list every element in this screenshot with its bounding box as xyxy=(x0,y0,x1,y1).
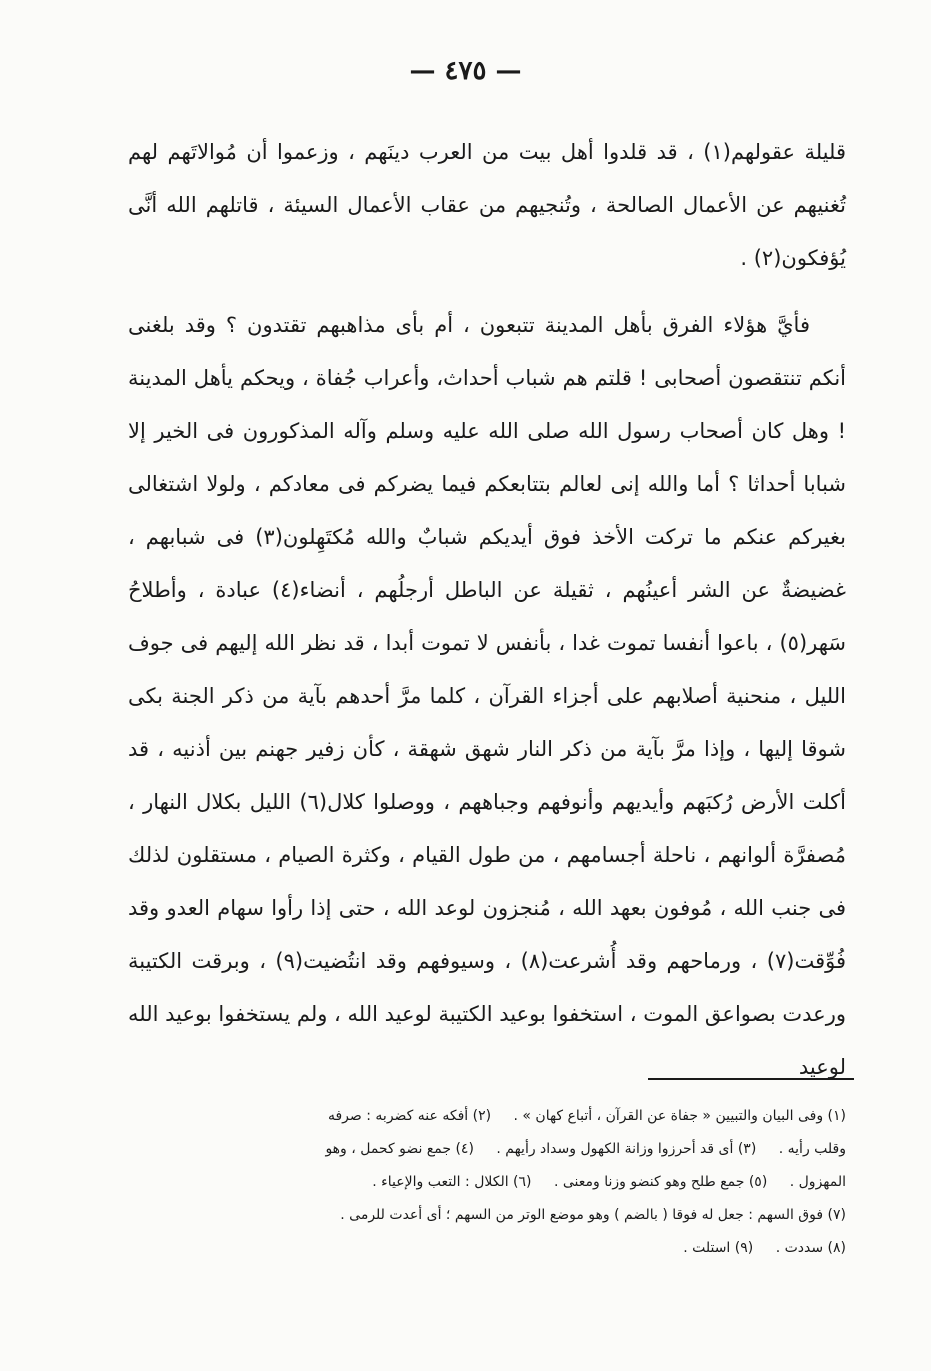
footnote: المهزول . xyxy=(789,1174,846,1190)
footnote: (٤) جمع نضو كحمل ، وهو xyxy=(325,1141,474,1157)
footnote: (٢) أفكه عنه كضربه : صرفه xyxy=(327,1108,492,1124)
footnote-line xyxy=(128,1232,846,1265)
footnote: (١) وفى البيان والتبيين « جفاة عن القرآن ، أتباع كهان » . xyxy=(513,1108,846,1124)
paragraph-text: فأيَّ هؤلاء الفرق بأهل المدينة تتبعون ، أم بأى مذاهبهم تقتدون ؟ وقد بلغنى أنكم تنتقصون أصحابى ! قلتم هم شباب أحداث، وأعراب جُفاة ، ويحكم يأهل المدينة ! وهل كان أصحاب رسول الله صلى الله عليه وسلم وآله المذكورون فى الخير إلا شبابا أحداثا ؟ أما والله إنى لعالم بتتابعكم فيما يضركم فى معادكم ، ولولا اشتغالى بغيركم عنكم ما تركت الأخذ فوق أيديكم شبابٌ والله مُكتَهِلون(٣) فى شبابهم ، غضيضةٌ عن الشر أعينُهم ، ثقيلة عن الباطل أرجلُهم ، أنضاء(٤) عبادة ، وأطلاحُ سَهر(٥) ، باعوا أنفسا تموت غدا ، بأنفس لا تموت أبدا ، قد نظر الله إليهم فى جوف الليل ، منحنية أصلابهم على أجزاء القرآن ، كلما مرَّ أحدهم بآية من ذكر الجنة بكى شوقا إليها ، وإذا مرَّ بآية من ذكر النار شهق شهقة ، كأن زفير جهنم بين أذنيه ، قد أكلت الأرض رُكبَهم وأيديهم وأنوفهم وجباههم ، ووصلوا كلال(٦) الليل بكلال النهار ، مُصفرَّة ألوانهم ، ناحلة أجسامهم ، من طول القيام ، وكثرة الصيام ، مستقلون لذلك فى جنب الله ، مُوفون بعهد الله ، مُنجزون لوعد الله ، حتى إذا رأوا سهام العدو وقد فُوِّقت(٧) ، ورماحهم وقد أُشرعت(٨) ، وسيوفهم وقد انتُضيت(٩) ، وبرقت الكتيبة ورعدت بصواعق الموت ، استخفوا بوعيد الكتيبة لوعيد الله ، ولم يستخفوا بوعيد الله لوعيد xyxy=(128,313,846,1079)
paragraph-1 xyxy=(128,126,846,285)
footnote: (٥) جمع طلح وهو كنضو وزنا ومعنى . xyxy=(553,1174,768,1190)
footnote: (٧) فوق السهم : جعل له فوقا ( بالضم ) وهو موضع الوتر من السهم ؛ أى أعدت للرمى . xyxy=(340,1207,846,1223)
paragraph-text: قليلة عقولهم(١) ، قد قلدوا أهل بيت من العرب دينَهم ، وزعموا أن مُوالاتَهم لهم تُغنيهم عن الأعمال الصالحة ، وتُنجيهم من عقاب الأعمال السيئة ، قاتلهم الله أنَّى يُؤفكون(٢) . xyxy=(128,140,846,270)
footnote: (٩) استلت . xyxy=(683,1240,754,1256)
footnote-line xyxy=(128,1133,846,1166)
footnote-line xyxy=(128,1199,846,1232)
footnote: (٦) الكلال : التعب والإعياء . xyxy=(372,1174,532,1190)
footnote: (٣) أى قد أحرزوا وزانة الكهول وسداد رأيهم . xyxy=(496,1141,757,1157)
footnote-line xyxy=(128,1166,846,1199)
page-number: — ٤٧٥ — xyxy=(409,56,522,86)
footnote-line xyxy=(128,1100,846,1133)
footnotes xyxy=(128,1100,846,1265)
footnote: وقلب رأيه . xyxy=(778,1141,846,1157)
paragraph-2 xyxy=(128,299,846,1094)
footnote: (٨) سددت . xyxy=(775,1240,846,1256)
footnote-separator xyxy=(648,1078,854,1080)
